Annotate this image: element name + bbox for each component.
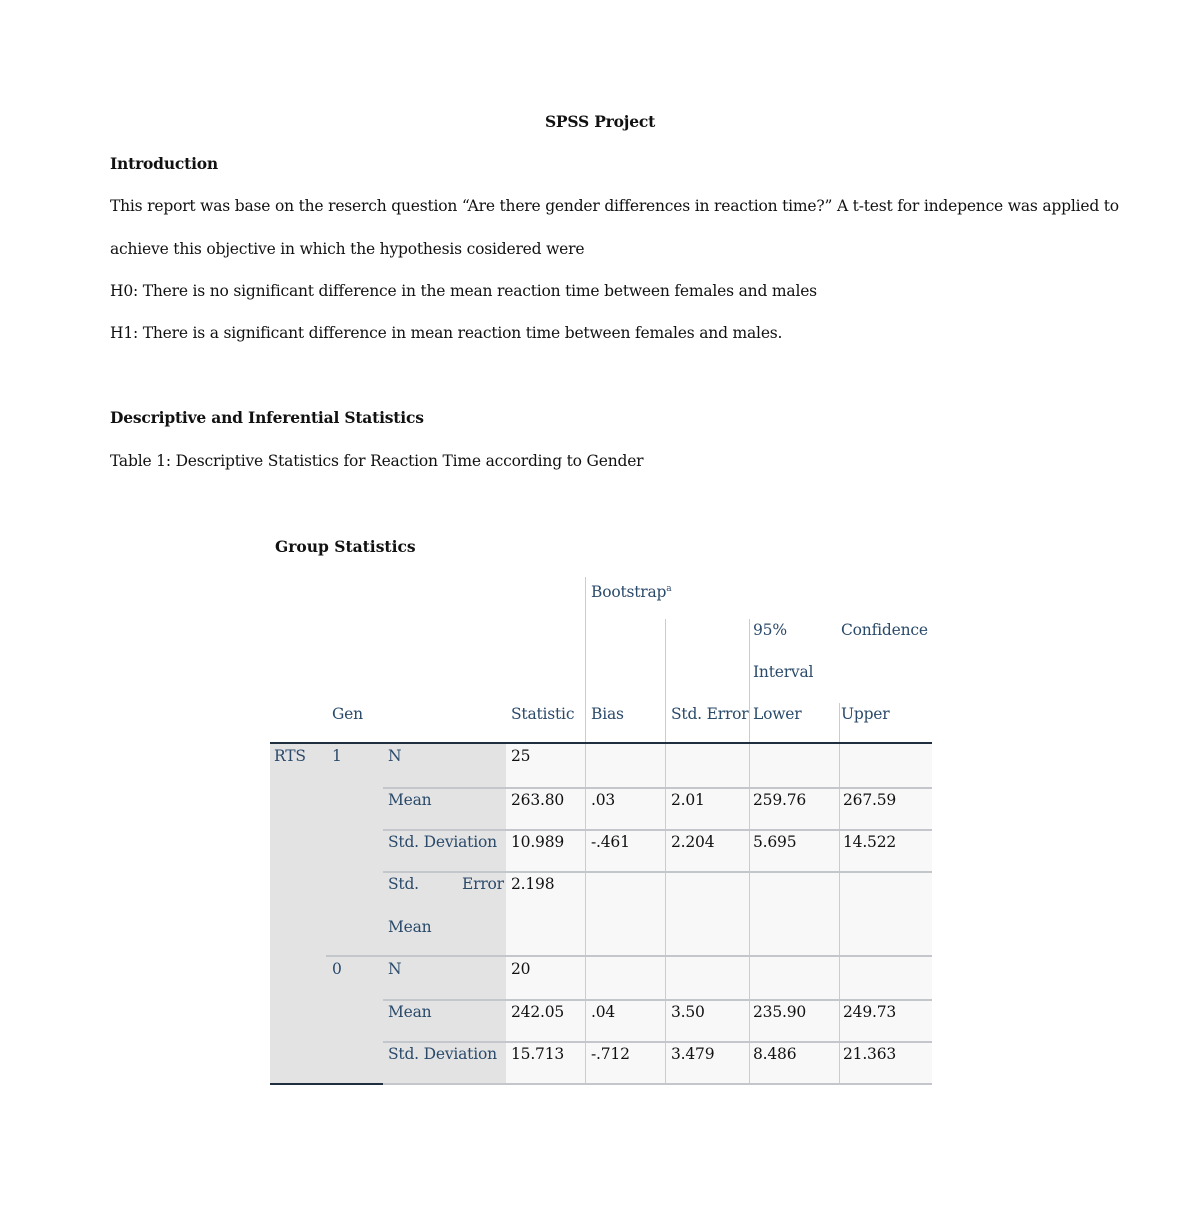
document-title: SPSS Project <box>544 112 656 131</box>
upper-cell: 14.522 <box>843 833 897 851</box>
row-separator <box>383 1041 932 1043</box>
bias-cell: -.461 <box>591 833 630 851</box>
header-border <box>270 742 932 744</box>
std-error-cell: 3.50 <box>671 1003 705 1021</box>
statistic-cell: 20 <box>511 960 531 978</box>
std-error-header: Std. Error <box>671 705 749 723</box>
row-label: N <box>388 960 402 978</box>
table-title: Group Statistics <box>275 537 416 556</box>
row-separator <box>383 871 932 873</box>
upper-cell: 249.73 <box>843 1003 897 1021</box>
confidence-header: Confidence <box>841 621 928 639</box>
lower-cell: 8.486 <box>753 1045 797 1063</box>
table-bottom-border-dark <box>270 1083 383 1085</box>
gen-header: Gen <box>332 705 363 723</box>
divider <box>749 619 750 1085</box>
divider <box>665 619 666 1085</box>
variable-label: RTS <box>274 747 306 765</box>
intro-paragraph-line-2: achieve this objective in which the hypothesis cosidered were <box>110 240 585 258</box>
gen-value: 0 <box>332 960 342 978</box>
introduction-heading: Introduction <box>110 154 218 173</box>
bias-cell: -.712 <box>591 1045 630 1063</box>
row-label: Std. Deviation <box>388 1045 497 1063</box>
row-label-part: Error <box>462 875 504 893</box>
std-error-cell: 2.204 <box>671 833 715 851</box>
gen-value: 1 <box>332 747 342 765</box>
intro-paragraph-line-1: This report was base on the reserch question “Are there gender differences in reaction time?” A t-test for indepence was applied to <box>110 197 1119 215</box>
null-hypothesis: H0: There is no significant difference in the mean reaction time between females and males <box>110 282 817 300</box>
bias-header: Bias <box>591 705 624 723</box>
descriptive-heading: Descriptive and Inferential Statistics <box>110 408 424 427</box>
row-label: Mean <box>388 1003 432 1021</box>
row-label-part: Mean <box>388 918 432 936</box>
row-separator <box>383 999 932 1001</box>
statistic-cell: 263.80 <box>511 791 565 809</box>
lower-cell: 259.76 <box>753 791 807 809</box>
statistic-cell: 25 <box>511 747 531 765</box>
table-bottom-border <box>383 1083 932 1085</box>
interval-header: Interval <box>753 663 814 681</box>
upper-header: Upper <box>841 705 890 723</box>
bias-cell: .04 <box>591 1003 616 1021</box>
row-separator <box>383 829 932 831</box>
statistic-cell: 10.989 <box>511 833 565 851</box>
row-label-part: Std. <box>388 875 419 893</box>
row-label: Std. Deviation <box>388 833 497 851</box>
lower-cell: 5.695 <box>753 833 797 851</box>
row-separator <box>383 787 932 789</box>
upper-cell: 21.363 <box>843 1045 897 1063</box>
bootstrap-header: Bootstrap$^a$ <box>591 583 672 602</box>
upper-cell: 267.59 <box>843 791 897 809</box>
divider <box>839 703 840 1085</box>
statistic-cell: 242.05 <box>511 1003 565 1021</box>
row-separator <box>326 955 932 957</box>
bias-cell: .03 <box>591 791 616 809</box>
std-error-cell: 3.479 <box>671 1045 715 1063</box>
lower-header: Lower <box>753 705 802 723</box>
divider <box>585 577 586 1085</box>
ci-95-header: 95% <box>753 621 787 639</box>
statistic-header: Statistic <box>511 705 575 723</box>
alternative-hypothesis: H1: There is a significant difference in mean reaction time between females and males. <box>110 324 783 342</box>
std-error-cell: 2.01 <box>671 791 705 809</box>
lower-cell: 235.90 <box>753 1003 807 1021</box>
row-header-band-variable <box>270 743 383 1085</box>
statistic-cell: 15.713 <box>511 1045 565 1063</box>
table-caption: Table 1: Descriptive Statistics for Reaction Time according to Gender <box>110 452 644 470</box>
statistic-cell: 2.198 <box>511 875 555 893</box>
row-label: Mean <box>388 791 432 809</box>
row-label: N <box>388 747 402 765</box>
